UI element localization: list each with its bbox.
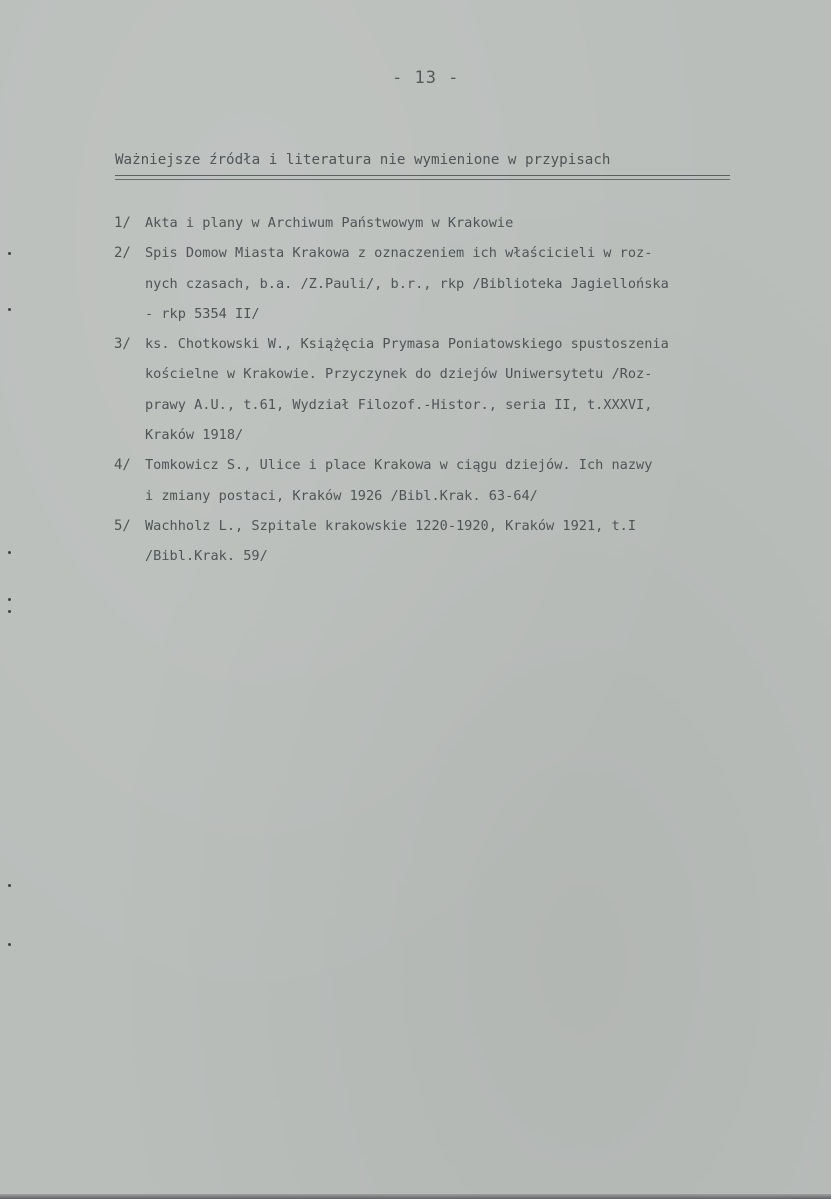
- entry-line: ks. Chotkowski W., Książęcia Prymasa Poniatowskiego spustoszenia: [145, 336, 669, 353]
- binding-hole-mark: [8, 252, 11, 255]
- entry-line: nych czasach, b.a. /Z.Pauli/, b.r., rkp /Biblioteka Jagiellońska: [145, 275, 669, 292]
- bibliography-entry-5: [114, 511, 794, 572]
- bibliography-entry-1: [114, 208, 794, 238]
- entry-line: Tomkowicz S., Ulice i place Krakowa w ciągu dziejów. Ich nazwy: [145, 457, 653, 474]
- entry-line: /Bibl.Krak. 59/: [145, 548, 268, 565]
- entry-number: 2/: [114, 245, 131, 262]
- page-bottom-edge: [0, 1194, 831, 1199]
- entry-text: [145, 208, 794, 238]
- binding-hole-mark: [8, 943, 11, 946]
- entry-number: 4/: [114, 457, 131, 474]
- entry-text: [145, 450, 794, 511]
- entry-number: 5/: [114, 517, 131, 534]
- entry-text: [145, 238, 794, 329]
- bibliography-entry-3: [114, 329, 794, 450]
- entry-line: Spis Domow Miasta Krakowa z oznaczeniem ich właścicieli w roz-: [145, 245, 653, 262]
- entry-line: Akta i plany w Archiwum Państwowym w Krakowie: [145, 215, 514, 231]
- entry-text: [145, 329, 794, 450]
- bibliography-entry-2: [114, 238, 794, 329]
- binding-hole-mark: [8, 598, 11, 601]
- bibliography-entry-4: [114, 450, 794, 511]
- entry-line: i zmiany postaci, Kraków 1926 /Bibl.Krak. 63-64/: [145, 487, 538, 504]
- entry-line: prawy A.U., t.61, Wydział Filozof.-Histor., seria II, t.XXXVI,: [145, 396, 653, 413]
- entry-line: - rkp 5354 II/: [145, 305, 260, 322]
- bibliography-list: [114, 208, 794, 572]
- page-number: - 13 -: [392, 68, 460, 88]
- entry-text: [145, 511, 794, 572]
- binding-hole-mark: [8, 884, 11, 887]
- binding-hole-mark: [8, 610, 11, 613]
- binding-hole-mark: [8, 308, 11, 311]
- entry-number: 1/: [114, 215, 131, 231]
- section-heading: Ważniejsze źródła i literatura nie wymienione w przypisach: [115, 150, 730, 176]
- entry-line: kościelne w Krakowie. Przyczynek do dziejów Uniwersytetu /Roz-: [145, 366, 653, 383]
- entry-line: Kraków 1918/: [145, 427, 244, 444]
- entry-number: 3/: [114, 336, 131, 353]
- entry-line: Wachholz L., Szpitale krakowskie 1220-1920, Kraków 1921, t.I: [145, 517, 637, 534]
- binding-hole-mark: [8, 551, 11, 554]
